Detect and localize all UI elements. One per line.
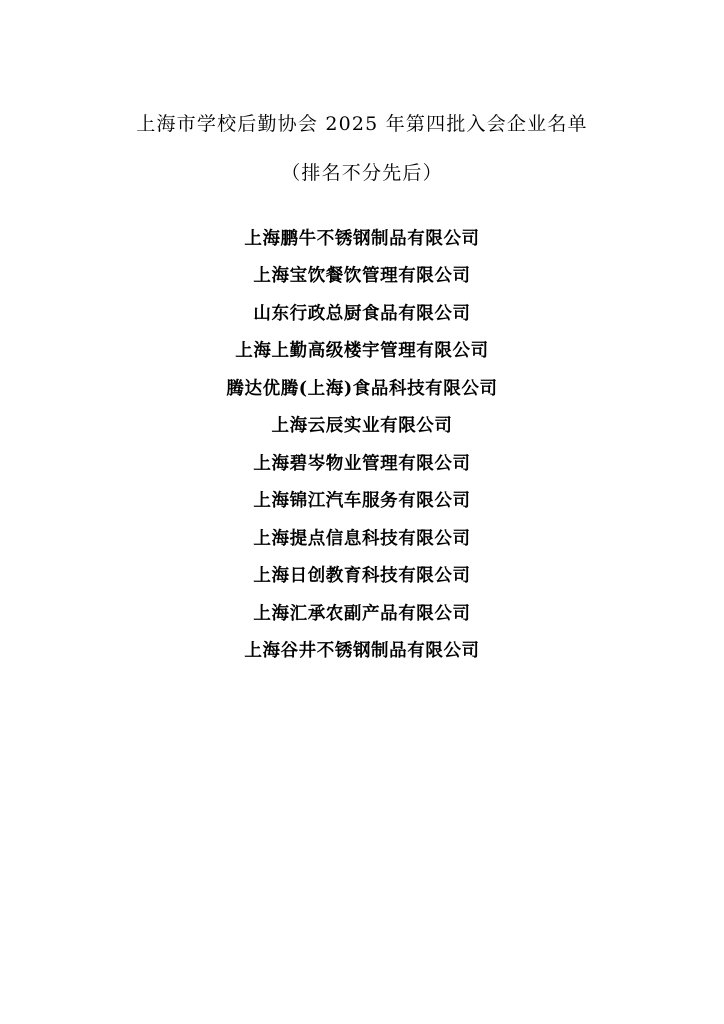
list-item: 山东行政总厨食品有限公司 bbox=[253, 303, 471, 324]
list-item: 上海碧岑物业管理有限公司 bbox=[253, 453, 471, 474]
list-item: 上海汇承农副产品有限公司 bbox=[253, 603, 471, 624]
page-title: 上海市学校后勤协会 2025 年第四批入会企业名单 bbox=[136, 113, 588, 135]
list-item: 上海谷井不锈钢制品有限公司 bbox=[244, 641, 480, 662]
list-item: 上海日创教育科技有限公司 bbox=[253, 566, 471, 587]
list-item: 上海宝饮餐饮管理有限公司 bbox=[253, 266, 471, 287]
list-item: 上海提点信息科技有限公司 bbox=[253, 528, 471, 549]
list-item: 上海上勤高级楼宇管理有限公司 bbox=[235, 341, 489, 362]
page-subtitle: （排名不分先后） bbox=[281, 162, 443, 185]
list-item: 上海云辰实业有限公司 bbox=[271, 416, 453, 437]
list-item: 上海鹏牛不锈钢制品有限公司 bbox=[244, 228, 480, 249]
list-item: 上海锦江汽车服务有限公司 bbox=[253, 491, 471, 512]
list-item: 腾达优腾(上海)食品科技有限公司 bbox=[226, 378, 498, 399]
company-name-list bbox=[0, 189, 724, 661]
